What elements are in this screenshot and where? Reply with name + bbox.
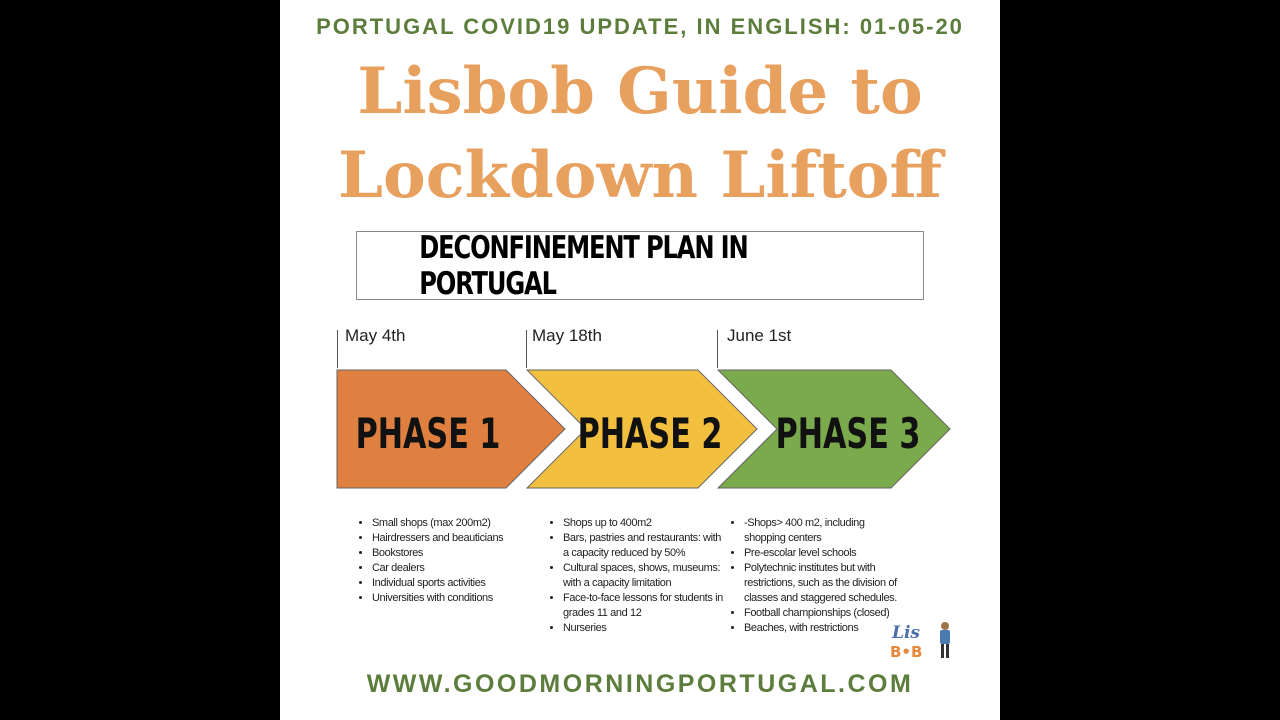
phase-2-date: May 18th	[532, 326, 602, 345]
phase-3-label: PHASE 3	[775, 408, 921, 459]
phase-3-list	[730, 516, 904, 636]
plan-title: DECONFINEMENT PLAN IN PORTUGAL	[419, 229, 748, 302]
lisbob-logo	[890, 620, 960, 662]
phase-3-date: June 1st	[727, 326, 792, 345]
phase-1-date: May 4th	[345, 326, 406, 345]
website-footer: WWW.GOODMORNINGPORTUGAL.COM	[366, 670, 914, 698]
list-item: • Hairdressers and beauticians	[372, 531, 522, 546]
list-item: • Face-to-face lessons for students in grades 11 and 12	[563, 591, 723, 621]
phase-1-list	[358, 516, 522, 606]
list-item: • Small shops (max 200m2)	[372, 516, 522, 531]
svg-text:B•B: B•B	[890, 643, 923, 661]
list-item: • Football championships (closed)	[744, 606, 904, 621]
infographic	[280, 0, 1000, 720]
main-title	[280, 50, 1000, 218]
plan-title-box	[356, 231, 924, 300]
list-item: • Beaches, with restrictions	[744, 621, 904, 636]
list-item: • Nurseries	[563, 621, 723, 636]
list-item: • Pre-escolar level schools	[744, 546, 904, 561]
title-line-2: Lockdown Liftoff	[338, 138, 942, 213]
phase-arrows	[280, 360, 1000, 500]
list-item: • Universities with conditions	[372, 591, 522, 606]
title-line-1: Lisbob Guide to	[357, 54, 923, 129]
phase-1-label: PHASE 1	[355, 408, 501, 459]
list-item: • Polytechnic institutes but with restrictions, such as the division of classes and staggered schedules.	[744, 561, 904, 606]
list-item: • Individual sports activities	[372, 576, 522, 591]
svg-text:Lis: Lis	[892, 623, 920, 643]
list-item: • Car dealers	[372, 561, 522, 576]
phase-2-list	[549, 516, 723, 636]
list-item: • -Shops> 400 m2, including shopping centers	[744, 516, 904, 546]
phase-2-label: PHASE 2	[577, 408, 723, 459]
update-subtitle: PORTUGAL COVID19 UPDATE, IN ENGLISH: 01-05-20	[316, 14, 964, 39]
list-item: • Bars, pastries and restaurants: with a capacity reduced by 50%	[563, 531, 723, 561]
list-item: • Bookstores	[372, 546, 522, 561]
list-item: • Cultural spaces, shows, museums: with a capacity limitation	[563, 561, 723, 591]
list-item: • Shops up to 400m2	[563, 516, 723, 531]
